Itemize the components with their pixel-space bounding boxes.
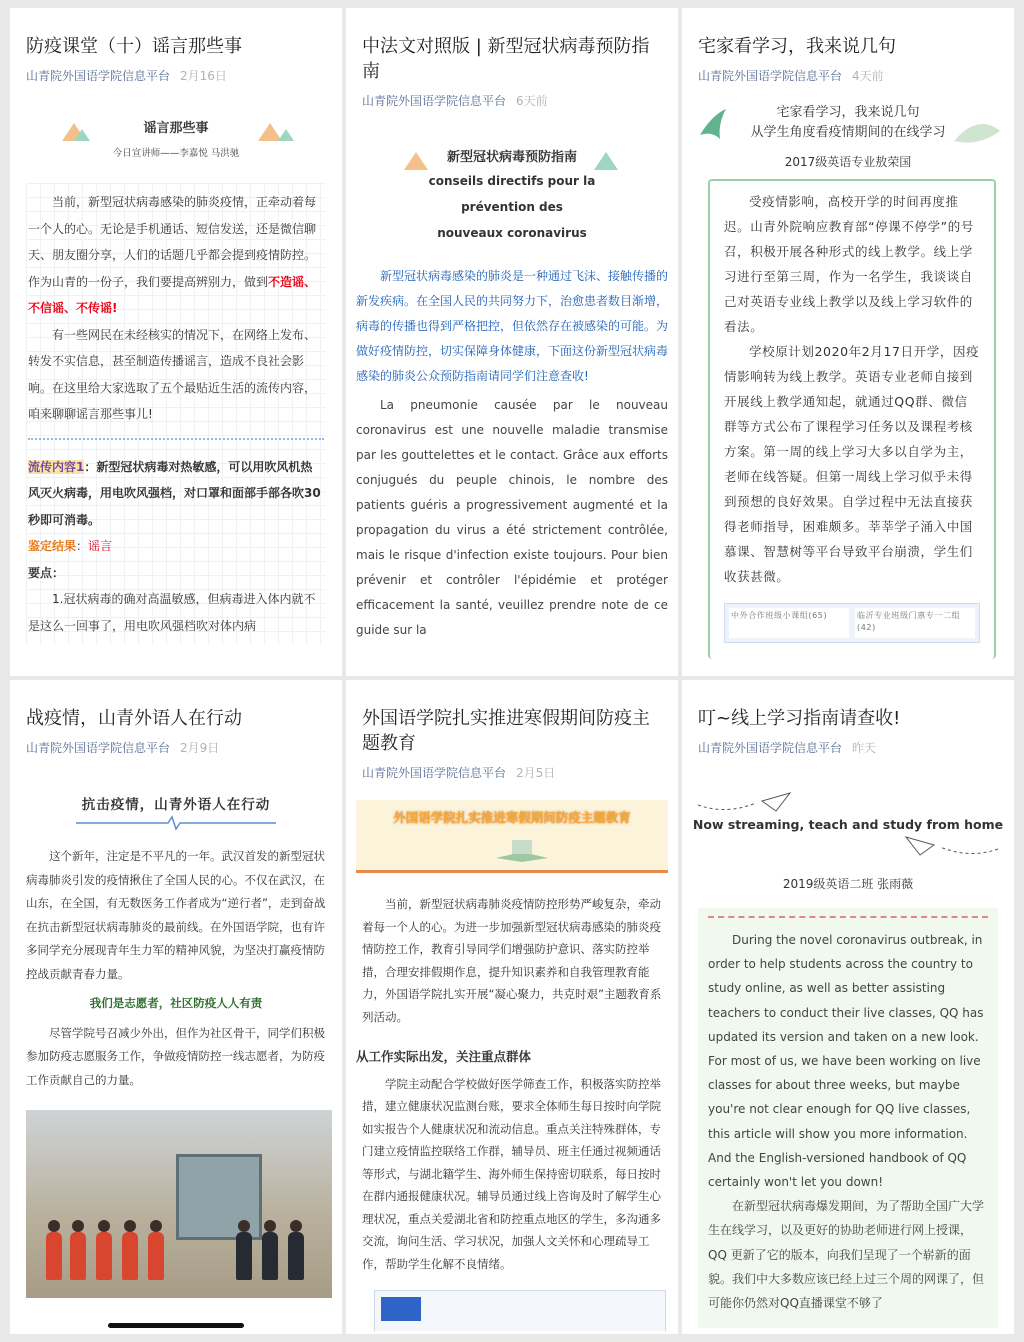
paragraph: 1.冠状病毒的确对高温敏感，但病毒进入体内就不是这么一回事了，用电吹风强档吹对体内病	[28, 592, 316, 633]
paragraph-fr: La pneumonie causée par le nouveau coronavirus est une nouvelle maladie transmise par les gouttelettes et le contact. Grâce aux efforts conjugués du peuple chinois, le nombre des patients guéris a progressivement augmenté et la propagation du virus a été strictement contrôlée, mais le risque d'infection existe toujours. Pour bien prévenir et contrôler l'épidémie et protéger efficacement la santé, veuillez prendre note de ce guide sur la	[356, 398, 668, 637]
publish-date: 4天前	[852, 69, 884, 83]
article-card-theme-education[interactable]	[346, 680, 678, 1334]
verdict-value: 谣言	[88, 539, 113, 553]
home-indicator[interactable]	[108, 1323, 244, 1328]
paragraph: 受疫情影响，高校开学的时间再度推迟。山青外院响应教育部“停课不停学”的号召，积极开展各种形式的线上教学。线上学习进行至第三周，作为一名学生，我谈谈自己对英语专业线上教学以及线上学习软件的看法。	[724, 194, 974, 334]
volunteers-photo	[26, 1110, 332, 1298]
header-block	[682, 791, 1014, 865]
article-card-prevention-guide[interactable]	[346, 8, 678, 676]
article-body	[698, 908, 998, 1328]
person	[122, 1232, 138, 1280]
points-label: 要点：	[28, 565, 65, 580]
article-card-online-study[interactable]	[682, 8, 1014, 676]
person	[236, 1232, 252, 1280]
article-meta	[362, 764, 662, 782]
article-body	[26, 845, 326, 1092]
source-link[interactable]: 山青院外国语学院信息平台	[26, 69, 171, 83]
article-card-volunteers[interactable]	[10, 680, 342, 1334]
source-link[interactable]: 山青院外国语学院信息平台	[362, 94, 507, 108]
header-block	[682, 97, 1014, 175]
section-heading: 谣言那些事	[143, 121, 209, 136]
heartbeat-icon	[76, 815, 276, 831]
verdict-line: 鉴定结果：谣言	[28, 539, 113, 553]
header-block	[346, 130, 678, 240]
paragraph: 当前，新型冠状病毒感染的肺炎疫情，正牵动着每一个人的心。无论是手机通话、短信发送，还是微信聊天、朋友圈分享，人们的话题几乎都会提到疫情防控。作为山青的一份子，我们要提高辨别力，做到不造谣、不信谣、不传谣!	[28, 195, 317, 315]
article-meta	[26, 739, 326, 757]
section-heading-fr: nouveaux coronavirus	[437, 226, 587, 240]
paragraph: 当前，新型冠状病毒肺炎疫情防控形势严峻复杂，牵动着每一个人的心。为进一步加强新型冠状病毒感染的肺炎疫情防控工作，教育引导同学们增强防护意识、落实防控举措，合理安排假期作息，提升知识素养和自我管理教育能力，外国语学院扎实开展“凝心聚力，共克时艰”主题教育系列活动。	[362, 897, 662, 1024]
article-title[interactable]: 叮~线上学习指南请查收!	[698, 708, 901, 729]
article-body	[26, 183, 326, 645]
publish-date: 6天前	[516, 94, 548, 108]
source-link[interactable]: 山青院外国语学院信息平台	[698, 69, 843, 83]
section-heading: 宅家看学习，我来说几句	[776, 105, 920, 120]
screenshot-thumbnail	[381, 1297, 421, 1321]
article-meta	[698, 739, 998, 757]
person	[46, 1232, 62, 1280]
triangle-decoration-icon	[278, 129, 294, 141]
chat-screenshot	[724, 603, 980, 643]
header-block	[10, 99, 342, 169]
section-heading: 新型冠状病毒预防指南	[446, 150, 577, 165]
dotted-divider	[708, 916, 988, 918]
paragraph-cn: 在新型冠状病毒爆发期间，为了帮助全国广大学生在线学习，以及更好的协助老师进行网上授课，QQ 更新了它的版本，向我们呈现了一个崭新的面貌。我们中大多数应该已经上过三个周的网课了，但可能你仍然对QQ直播课堂不够了	[708, 1199, 985, 1311]
paragraph: 这个新年，注定是不平凡的一年。武汉首发的新型冠状病毒肺炎引发的疫情揪住了全国人民的心。不仅在武汉，在山东，在全国，有无数医务工作者成为“逆行者”，走到奋战在抗击新型冠状病毒肺炎的最前线。在外国语学院，也有许多同学充分展现青年生力军的精神风貌，为坚决打赢疫情防控战贡献青春力量。	[26, 849, 326, 981]
rumor-item: 流传内容1：新型冠状病毒对热敏感，可以用吹风机热风灭火病毒，用电吹风强档，对口罩和面部手部各吹30秒即可消毒。	[28, 459, 321, 527]
paragraph: 有一些网民在未经核实的情况下，在网络上发布、转发不实信息，甚至制造传播谣言，造成不良社会影响。在这里给大家选取了五个最贴近生活的流传内容，咱来聊聊谣言那些事儿!	[28, 327, 317, 421]
source-link[interactable]: 山青院外国语学院信息平台	[362, 766, 507, 780]
section-subheading: 从工作实际出发，关注重点群体	[356, 1049, 532, 1064]
article-meta	[362, 92, 662, 110]
publish-date: 2月9日	[180, 741, 220, 755]
person	[70, 1232, 86, 1280]
person	[262, 1232, 278, 1280]
paragraph: 尽管学院号召减少外出，但作为社区骨干，同学们积极参加防疫志愿服务工作，争做疫情防控一线志愿者，为防疫工作贡献自己的力量。	[26, 1025, 325, 1087]
section-subheading: 从学生角度看疫情期间的在线学习	[750, 125, 946, 140]
embedded-screenshot	[374, 1290, 666, 1331]
section-subheading: 我们是志愿者，社区防疫人人有责	[89, 996, 263, 1010]
section-heading: Now streaming, teach and study from home	[692, 817, 1004, 832]
divider	[28, 438, 324, 440]
article-title[interactable]: 战疫情，山青外语人在行动	[26, 708, 242, 729]
section-heading: 抗击疫情，山青外语人在行动	[81, 797, 271, 813]
book-icon	[492, 836, 552, 862]
publish-date: 昨天	[852, 741, 877, 755]
article-body	[356, 893, 664, 1275]
source-link[interactable]: 山青院外国语学院信息平台	[26, 741, 171, 755]
publish-date: 2月5日	[516, 766, 556, 780]
paper-plane-icon	[696, 791, 796, 815]
article-title[interactable]: 中法文对照版 | 新型冠状病毒预防指南	[362, 36, 650, 82]
paragraph-en: During the novel coronavirus outbreak, in order to help students across the country to study online, as well as better assisting teachers to conduct their live classes, QQ has updated its version and taken on a new look. For most of us, we have been working on live classes for about three weeks, but maybe you're not clear enough for QQ live classes, this article will show you more information. And the English-versioned handbook of QQ certainly won't let you down!	[708, 933, 984, 1190]
banner-title: 外国语学院扎实推进寒假期间防疫主题教育	[393, 810, 631, 825]
section-heading-fr: conseils directifs pour la	[428, 174, 596, 188]
publish-date: 2月16日	[180, 69, 227, 83]
paragraph-cn: 新型冠状病毒感染的肺炎是一种通过飞沫、接触传播的新发疾病。在全国人民的共同努力下，治愈患者数目渐增，病毒的传播也得到严格把控，但依然存在被感染的可能。为做好疫情防控，切实保障身体健康，下面这份新型冠状病毒感染的肺炎公众预防指南请同学们注意查收!	[356, 269, 669, 383]
paragraph: 学院主动配合学校做好医学筛查工作，积极落实防控举措，建立健康状况监测台账，要求全体师生每日按时向学院如实报告个人健康状况和流动信息。重点关注特殊群体，专门建立疫情监控联络工作群，辅导员、班主任通过视频通话等形式，与湖北籍学生、海外师生保持密切联系，每日按时在群内通报健康状况。辅导员通过线上咨询及时了解学生心理状况，重点关爱湖北省和防控重点地区的学生，多沟通多交流，询问生活、学习状况，加强人文关怀和心理疏导工作，帮助学生化解不良情绪。	[362, 1076, 661, 1271]
article-body	[708, 179, 996, 659]
author-line: 2017级英语专业敖荣国	[784, 155, 912, 169]
article-body	[356, 264, 668, 643]
source-link[interactable]: 山青院外国语学院信息平台	[698, 741, 843, 755]
person	[148, 1232, 164, 1280]
article-grid	[10, 8, 1014, 1334]
highlight-text: 不造谣、不信谣、不传谣!	[28, 274, 317, 315]
article-card-study-guide[interactable]	[682, 680, 1014, 1334]
section-heading-fr: prévention des	[461, 200, 563, 214]
article-title[interactable]: 外国语学院扎实推进寒假期间防疫主题教育	[362, 708, 650, 754]
chat-window-left: 中外合作班级小课组(65)	[729, 608, 849, 638]
rumor-label: 流传内容1	[28, 459, 85, 474]
paragraph: 学校原计划2020年2月17日开学，因疫情影响转为线上教学。英语专业老师自接到开展线上教学通知起，就通过QQ群、微信群等方式公布了课程学习任务以及课程考核方案。第一周的线上学习大多以自学为主，老师在线答疑。但第一周线上学习似乎未得到预想的良好效果。自学过程中无法直接获得老师指导，困难颇多。莘莘学子涌入中国慕课、智慧树等平台导致平台崩溃，学生们收获甚微。	[724, 344, 980, 584]
article-meta	[698, 67, 998, 85]
verdict-label: 鉴定结果	[28, 539, 77, 553]
person	[96, 1232, 112, 1280]
article-title[interactable]: 宅家看学习，我来说几句	[698, 36, 896, 57]
article-meta	[26, 67, 326, 85]
chat-window-right: 临沂专业班级门禀专一二组(42)	[855, 608, 975, 638]
author-line: 2019级英语二班 张雨薇	[782, 877, 914, 891]
person	[288, 1232, 304, 1280]
article-card-rumors[interactable]	[10, 8, 342, 676]
header-banner	[356, 800, 668, 873]
speakers-line: 今日宣讲师——李嘉悦 马洪驰	[112, 148, 240, 159]
article-title[interactable]: 防疫课堂（十）谣言那些事	[26, 36, 242, 57]
paper-plane-icon	[900, 835, 1000, 859]
